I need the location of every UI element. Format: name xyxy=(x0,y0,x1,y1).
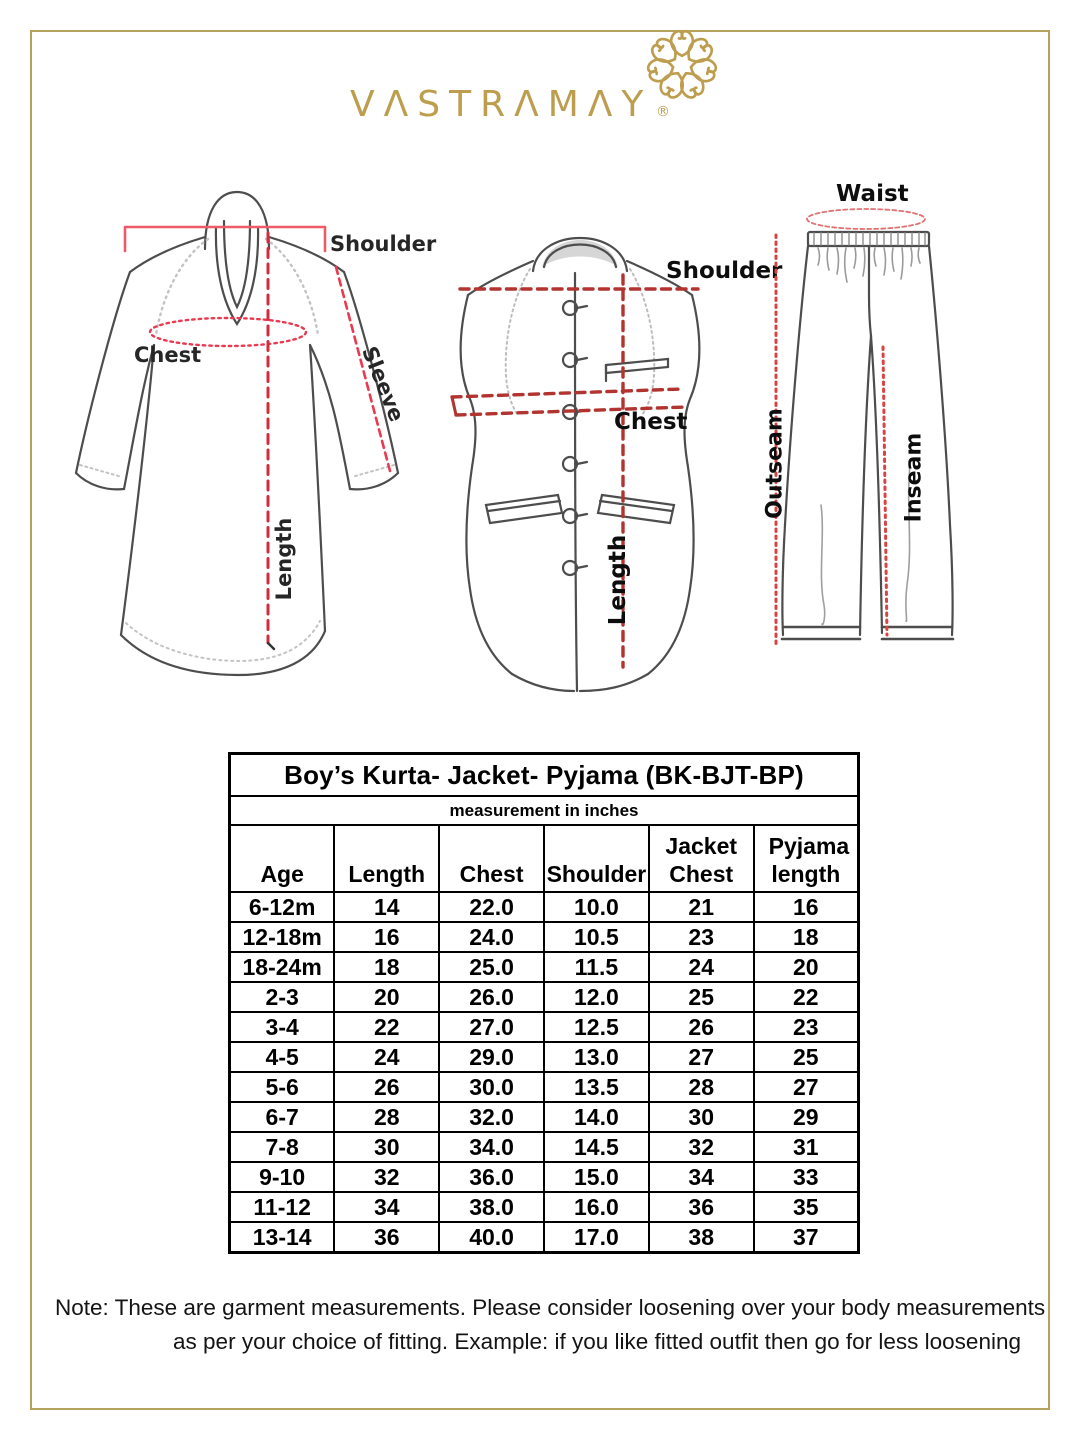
size-cell: 22 xyxy=(754,982,859,1012)
size-row xyxy=(230,892,859,922)
size-cell: 32.0 xyxy=(439,1102,544,1132)
size-cell: 31 xyxy=(754,1132,859,1162)
size-cell: 37 xyxy=(754,1222,859,1253)
size-cell: 5-6 xyxy=(230,1072,335,1102)
size-row xyxy=(230,1012,859,1042)
size-cell: 35 xyxy=(754,1192,859,1222)
size-cell: 18-24m xyxy=(230,952,335,982)
size-cell: 36 xyxy=(334,1222,439,1253)
size-cell: 13-14 xyxy=(230,1222,335,1253)
size-cell: 22 xyxy=(334,1012,439,1042)
size-cell: 22.0 xyxy=(439,892,544,922)
size-cell: 11-12 xyxy=(230,1192,335,1222)
size-cell: 32 xyxy=(334,1162,439,1192)
column-header-pyjama-length: Pyjama length xyxy=(754,825,859,892)
size-row xyxy=(230,922,859,952)
size-chart-header-row xyxy=(230,825,859,892)
size-cell: 16 xyxy=(334,922,439,952)
size-cell: 24 xyxy=(649,952,754,982)
size-cell: 6-12m xyxy=(230,892,335,922)
size-cell: 16 xyxy=(754,892,859,922)
size-row xyxy=(230,1222,859,1253)
size-row xyxy=(230,1162,859,1192)
size-chart-section xyxy=(228,752,860,1254)
size-cell: 27 xyxy=(649,1042,754,1072)
size-cell: 7-8 xyxy=(230,1132,335,1162)
size-cell: 27.0 xyxy=(439,1012,544,1042)
size-cell: 12.0 xyxy=(544,982,649,1012)
registered-trademark: ® xyxy=(656,104,670,120)
size-cell: 23 xyxy=(649,922,754,952)
size-cell: 15.0 xyxy=(544,1162,649,1192)
size-cell: 36.0 xyxy=(439,1162,544,1192)
size-cell: 29 xyxy=(754,1102,859,1132)
jacket-chest-label: Chest xyxy=(614,409,688,435)
size-row xyxy=(230,952,859,982)
size-cell: 12-18m xyxy=(230,922,335,952)
kurta-sketch xyxy=(58,175,443,727)
jacket-diagram xyxy=(430,175,783,727)
size-cell: 23 xyxy=(754,1012,859,1042)
size-cell: 18 xyxy=(754,922,859,952)
size-cell: 28 xyxy=(334,1102,439,1132)
brand-wordmark: VΛSTRΛMΛY xyxy=(350,84,653,125)
column-header-length: Length xyxy=(334,825,439,892)
size-chart-unit-row xyxy=(230,796,859,825)
size-row xyxy=(230,1132,859,1162)
kurta-diagram xyxy=(58,175,443,727)
column-header-shoulder: Shoulder xyxy=(544,825,649,892)
size-cell: 14 xyxy=(334,892,439,922)
size-cell: 25 xyxy=(649,982,754,1012)
size-cell: 26.0 xyxy=(439,982,544,1012)
size-cell: 11.5 xyxy=(544,952,649,982)
size-row xyxy=(230,1192,859,1222)
size-cell: 20 xyxy=(754,952,859,982)
size-cell: 20 xyxy=(334,982,439,1012)
size-row xyxy=(230,1072,859,1102)
size-cell: 13.5 xyxy=(544,1072,649,1102)
size-row xyxy=(230,982,859,1012)
size-cell: 12.5 xyxy=(544,1012,649,1042)
kurta-length-label: Length xyxy=(272,517,296,601)
size-cell: 30 xyxy=(334,1132,439,1162)
column-header-jacket-chest: Jacket Chest xyxy=(649,825,754,892)
kurta-chest-label: Chest xyxy=(134,343,202,367)
size-cell: 34 xyxy=(649,1162,754,1192)
size-cell: 13.0 xyxy=(544,1042,649,1072)
size-cell: 33 xyxy=(754,1162,859,1192)
size-cell: 34 xyxy=(334,1192,439,1222)
size-chart-title: Boy’s Kurta- Jacket- Pyjama (BK-BJT-BP) xyxy=(230,754,859,797)
size-cell: 17.0 xyxy=(544,1222,649,1253)
size-cell: 14.0 xyxy=(544,1102,649,1132)
size-cell: 38.0 xyxy=(439,1192,544,1222)
size-chart-unit-note: measurement in inches xyxy=(230,796,859,825)
size-cell: 26 xyxy=(334,1072,439,1102)
size-cell: 27 xyxy=(754,1072,859,1102)
size-cell: 24 xyxy=(334,1042,439,1072)
size-cell: 36 xyxy=(649,1192,754,1222)
size-cell: 25.0 xyxy=(439,952,544,982)
brand-ornament-icon xyxy=(644,27,720,103)
size-chart-table xyxy=(228,752,860,1254)
size-cell: 2-3 xyxy=(230,982,335,1012)
size-cell: 26 xyxy=(649,1012,754,1042)
size-cell: 32 xyxy=(649,1132,754,1162)
size-cell: 18 xyxy=(334,952,439,982)
pyjama-outseam-label: Outseam xyxy=(762,408,788,519)
pyjama-inseam-label: Inseam xyxy=(901,432,927,523)
footnote-line-1: Note: These are garment measurements. Please consider loosening over your body measurements xyxy=(55,1295,1046,1320)
size-cell: 4-5 xyxy=(230,1042,335,1072)
size-cell: 24.0 xyxy=(439,922,544,952)
pyjama-waist-label: Waist xyxy=(836,181,909,207)
kurta-sleeve-label: Sleeve xyxy=(357,342,409,426)
size-cell: 25 xyxy=(754,1042,859,1072)
size-cell: 10.0 xyxy=(544,892,649,922)
size-cell: 30.0 xyxy=(439,1072,544,1102)
footnote-line-2: as per your choice of fitting. Example: if you like fitted outfit then go for less loosening xyxy=(173,1329,1021,1354)
size-cell: 14.5 xyxy=(544,1132,649,1162)
size-cell: 10.5 xyxy=(544,922,649,952)
size-cell: 28 xyxy=(649,1072,754,1102)
size-row xyxy=(230,1042,859,1072)
size-cell: 40.0 xyxy=(439,1222,544,1253)
column-header-chest: Chest xyxy=(439,825,544,892)
jacket-length-label: Length xyxy=(605,534,631,626)
size-cell: 9-10 xyxy=(230,1162,335,1192)
size-cell: 3-4 xyxy=(230,1012,335,1042)
pyjama-diagram xyxy=(738,175,1060,727)
size-cell: 29.0 xyxy=(439,1042,544,1072)
footnote xyxy=(55,1291,1046,1359)
size-cell: 30 xyxy=(649,1102,754,1132)
size-cell: 34.0 xyxy=(439,1132,544,1162)
kurta-shoulder-label: Shoulder xyxy=(330,232,437,256)
size-cell: 6-7 xyxy=(230,1102,335,1132)
size-cell: 21 xyxy=(649,892,754,922)
size-row xyxy=(230,1102,859,1132)
size-cell: 38 xyxy=(649,1222,754,1253)
size-chart-title-row xyxy=(230,754,859,797)
size-cell: 16.0 xyxy=(544,1192,649,1222)
column-header-age: Age xyxy=(230,825,335,892)
jacket-shoulder-label: Shoulder xyxy=(666,258,783,284)
